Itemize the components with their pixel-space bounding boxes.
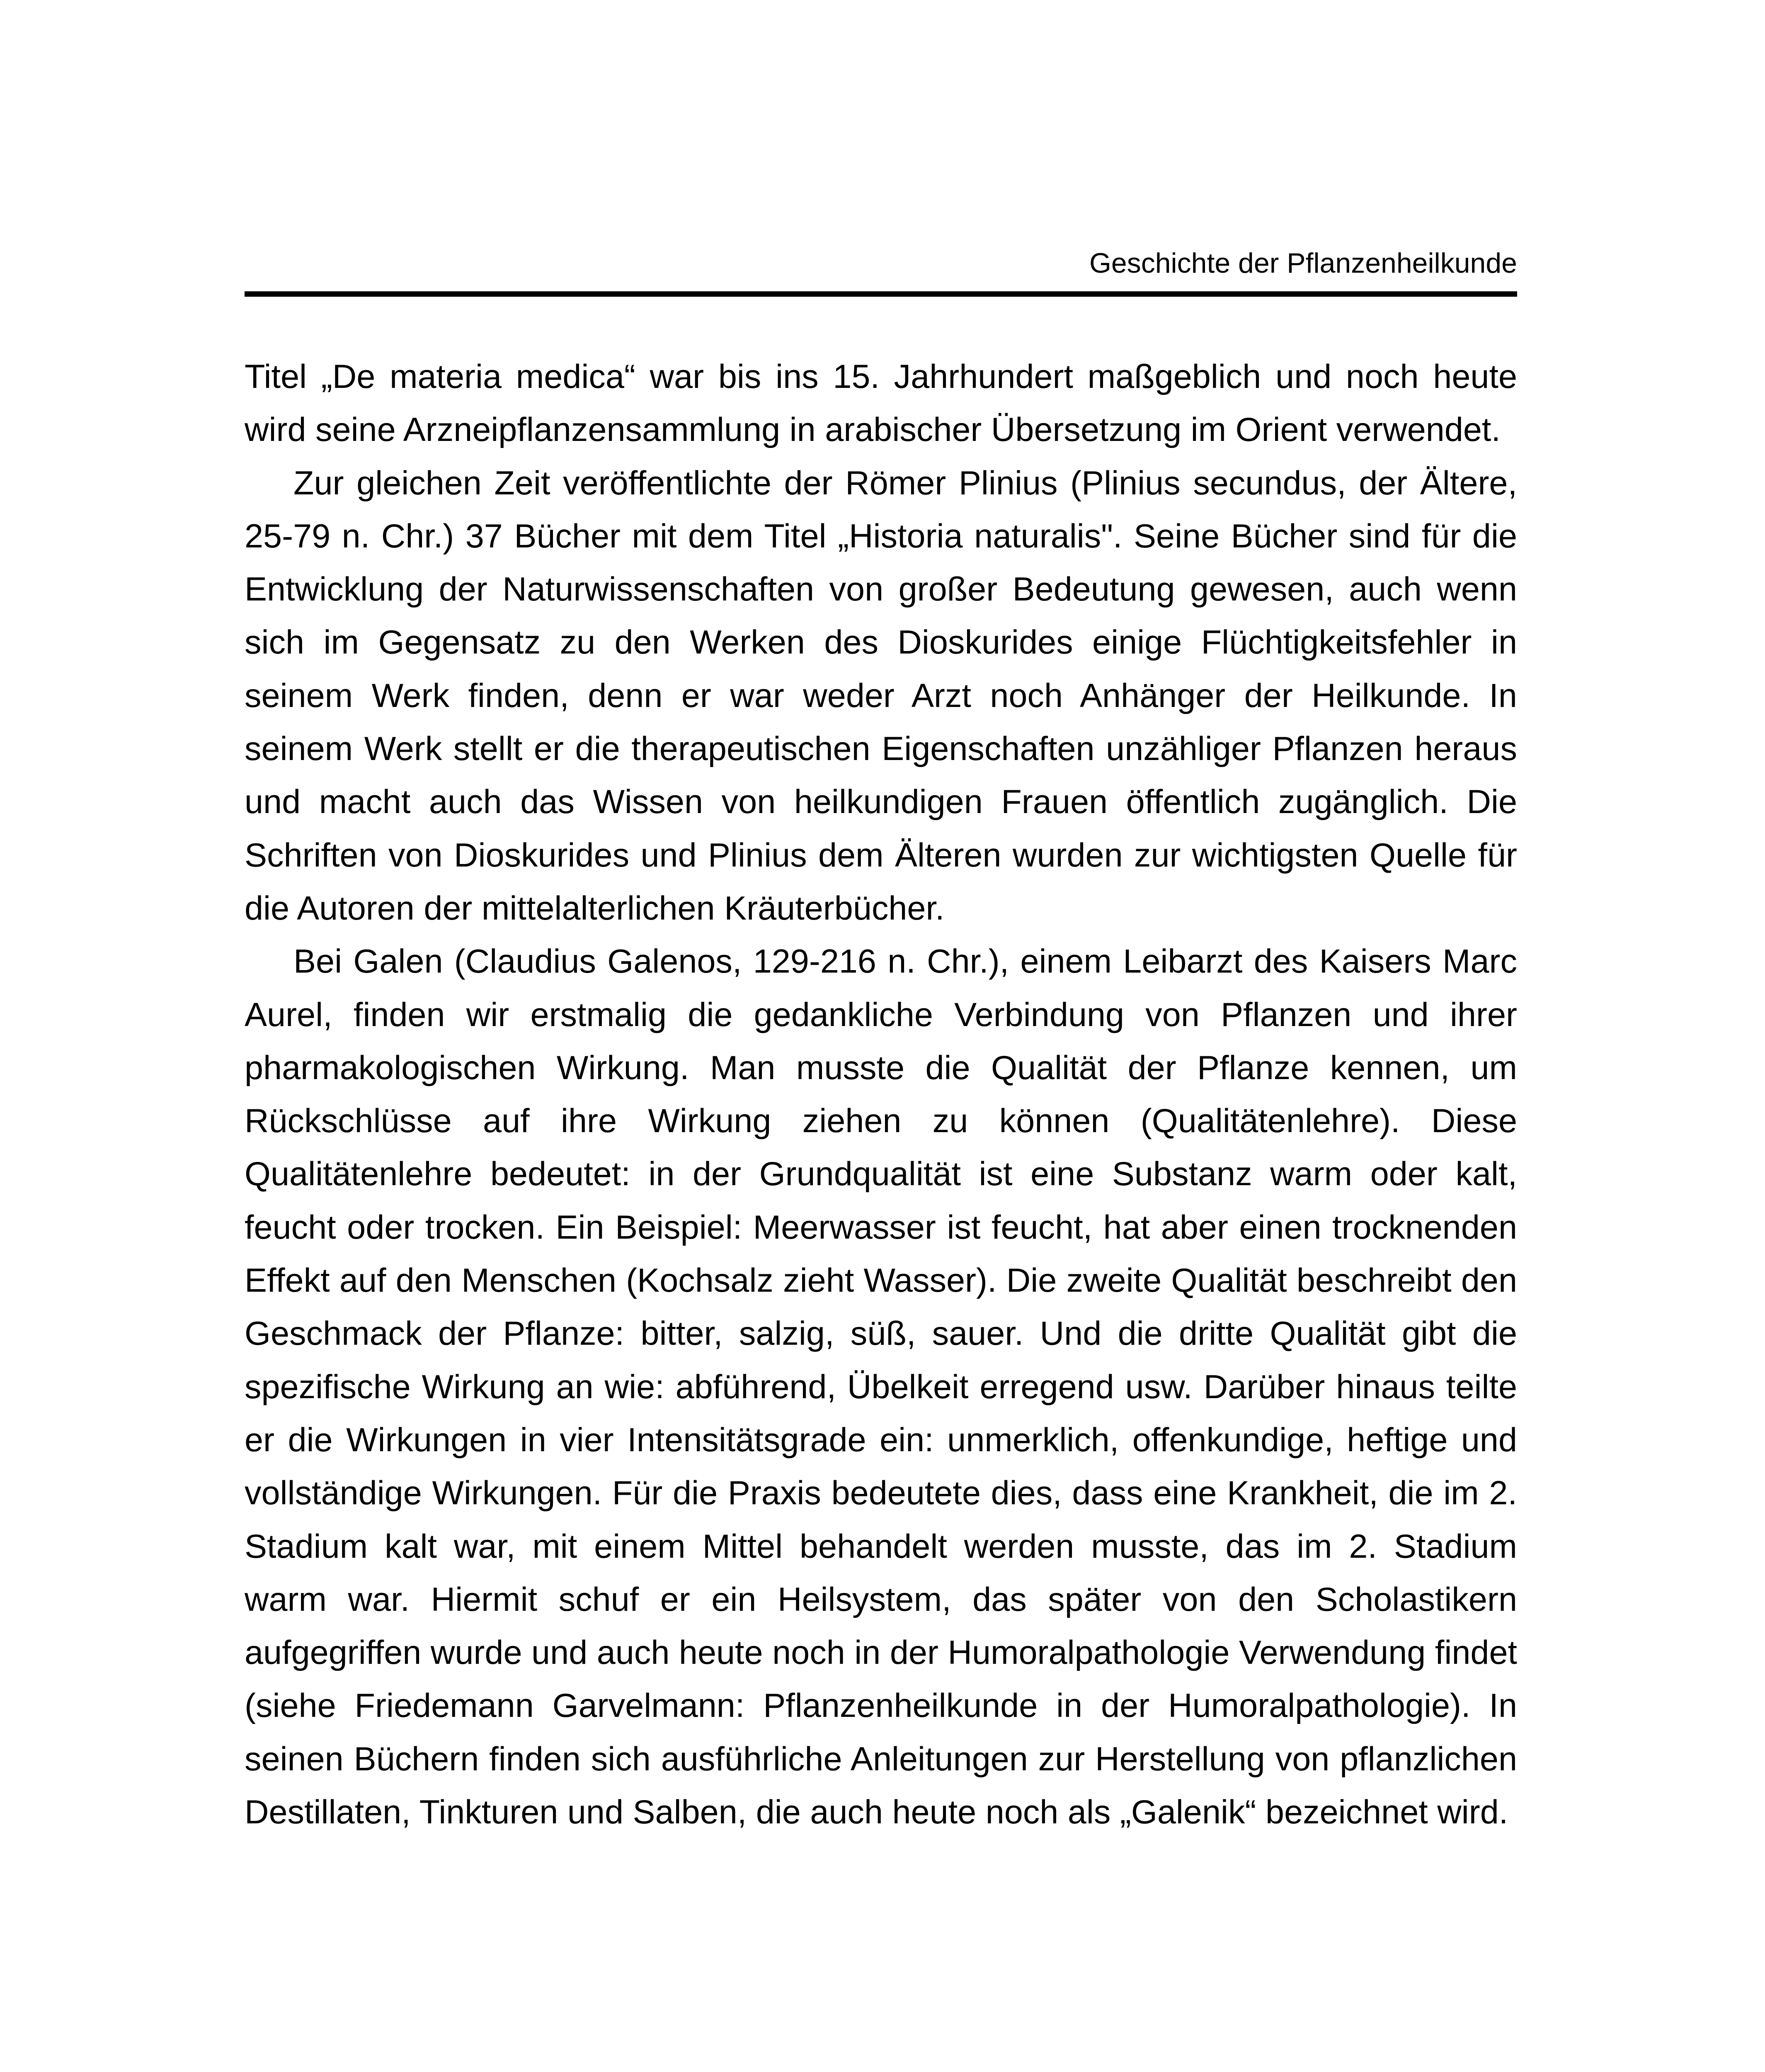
paragraph-galen: Bei Galen (Claudius Galenos, 129-216 n. Chr.), einem Leibarzt des Kaisers Marc Aurel, finden wir erstmalig die gedankliche Verbindung von Pflanzen und ihrer pharmakologischen Wirkung. Man musste die Qualität der Pflanze kennen, um Rückschlüsse auf ihre Wirkung ziehen zu können (Qualitätenlehre). Diese Qualitätenlehre bedeutet: in der Grundqualität ist eine Substanz warm oder kalt, feucht oder trocken. Ein Beispiel: Meerwasser ist feucht, hat aber einen trocknenden Effekt auf den Menschen (Kochsalz zieht Wasser). Die zweite Qualität beschreibt den Geschmack der Pflanze: bitter, salzig, süß, sauer. Und die dritte Qualität gibt die spezifische Wirkung an wie: abführend, Übelkeit erregend usw. Darüber hinaus teilte er die Wirkungen in vier Intensitätsgrade ein: unmerklich, offenkundige, heftige und vollständige Wirkungen. Für die Praxis bedeutete dies, dass eine Krankheit, die im 2. Stadium kalt war, mit einem Mittel behandelt werden musste, das im 2. Stadium warm war. Hiermit schuf er ein Heilsystem, das später von den Scholastikern aufgegriffen wurde und auch heute noch in der Humoralpathologie Verwendung findet (siehe Friedemann Garvelmann: Pflanzenheilkunde in der Humoralpathologie). In seinen Büchern finden sich ausführliche Anleitungen zur Herstellung von pflanzlichen Destillaten, Tinkturen und Salben, die auch heute noch als „Galenik“ bezeichnet wird. [245, 943, 1517, 1831]
header-rule [245, 291, 1517, 297]
body-text [245, 350, 1517, 1839]
paragraph-continuation: Titel „De materia medica“ war bis ins 15. Jahrhundert maßgeblich und noch heute wird seine Arzneipflanzensammlung in arabischer Übersetzung im Orient verwendet. [245, 358, 1517, 449]
running-head-title: Geschichte der Pflanzenheilkunde [1089, 247, 1517, 279]
paragraph-plinius: Zur gleichen Zeit veröffentlichte der Römer Plinius (Plinius secundus, der Ältere, 25-79 n. Chr.) 37 Bücher mit dem Titel „Historia naturalis". Seine Bücher sind für die Entwicklung der Naturwissenschaften von großer Bedeutung gewesen, auch wenn sich im Gegensatz zu den Werken des Dioskurides einige Flüchtigkeitsfehler in seinem Werk finden, denn er war weder Arzt noch Anhänger der Heilkunde. In seinem Werk stellt er die therapeutischen Eigenschaften unzähliger Pflanzen heraus und macht auch das Wissen von heilkundigen Frauen öffentlich zugänglich. Die Schriften von Dioskurides und Plinius dem Älteren wurden zur wichtigsten Quelle für die Autoren der mittelalterlichen Kräuterbücher. [245, 464, 1517, 927]
